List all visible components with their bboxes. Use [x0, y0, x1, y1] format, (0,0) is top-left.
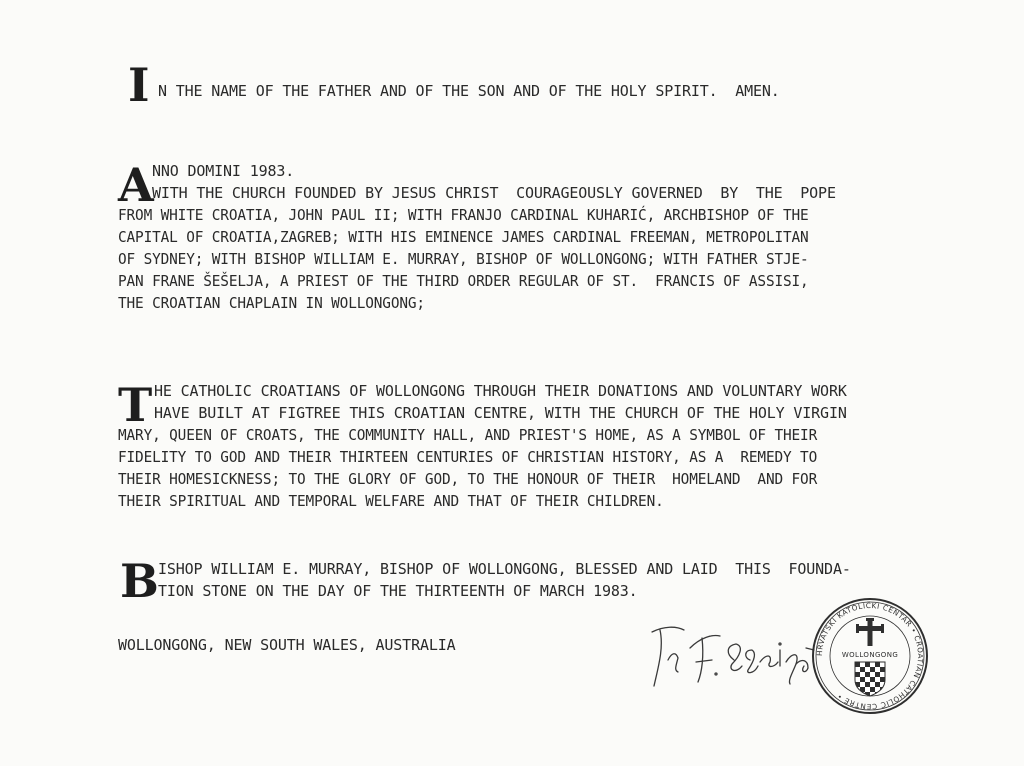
shield-check: [870, 667, 875, 672]
invocation-dropcap: I: [128, 58, 150, 112]
anno-dropcap: A: [118, 158, 154, 212]
signature-image: [646, 608, 822, 698]
croatian-checkerboard-shield: [855, 662, 885, 697]
shield-check: [870, 677, 875, 682]
blessing-dropcap: B: [120, 554, 159, 608]
catholics-body: [118, 424, 846, 512]
shield-check: [855, 662, 860, 667]
shield-check: [865, 672, 870, 677]
anno-line: OF SYDNEY; WITH BISHOP WILLIAM E. MURRAY, BISHOP OF WOLLONGONG; WITH FATHER STJE-: [118, 250, 809, 268]
shield-check: [860, 667, 865, 672]
shield-check: [855, 672, 860, 677]
shield-check: [860, 677, 865, 682]
place-line: WOLLONGONG, NEW SOUTH WALES, AUSTRALIA: [118, 636, 456, 654]
catholics-line: MARY, QUEEN OF CROATS, THE COMMUNITY HALL, AND PRIEST'S HOME, AS A SYMBOL OF THEIR: [118, 426, 818, 444]
anno-body: [118, 204, 837, 314]
shield-check: [865, 682, 870, 687]
anno-line: PAN FRANE ŠEŠELJA, A PRIEST OF THE THIRD ORDER REGULAR OF ST. FRANCIS OF ASSISI,: [118, 272, 809, 290]
shield-check: [880, 667, 885, 672]
anno-line: NNO DOMINI 1983.: [152, 162, 295, 180]
invocation-text: N THE NAME OF THE FATHER AND OF THE SON AND OF THE HOLY SPIRIT. AMEN.: [158, 82, 780, 100]
catholics-line: THEIR SPIRITUAL AND TEMPORAL WELFARE AND THAT OF THEIR CHILDREN.: [118, 492, 664, 510]
catholics-line: FIDELITY TO GOD AND THEIR THIRTEEN CENTURIES OF CHRISTIAN HISTORY, AS A REMEDY TO: [118, 448, 818, 466]
catholics-line: HE CATHOLIC CROATIANS OF WOLLONGONG THROUGH THEIR DONATIONS AND VOLUNTARY WORK: [154, 382, 847, 400]
anno-line: CAPITAL OF CROATIA,ZAGREB; WITH HIS EMINENCE JAMES CARDINAL FREEMAN, METROPOLITAN: [118, 228, 809, 246]
anno-line: THE CROATIAN CHAPLAIN IN WOLLONGONG;: [118, 294, 425, 312]
invocation-paragraph: [118, 58, 938, 112]
seal-stamp: [810, 596, 930, 716]
shield-check: [875, 672, 880, 677]
anno-line: WITH THE CHURCH FOUNDED BY JESUS CHRIST COURAGEOUSLY GOVERNED BY THE POPE: [152, 184, 836, 202]
seal-center-text: WOLLONGONG: [841, 651, 899, 659]
blessing-line: ISHOP WILLIAM E. MURRAY, BISHOP OF WOLLONGONG, BLESSED AND LAID THIS FOUNDA-: [158, 560, 851, 578]
catholics-line: THEIR HOMESICKNESS; TO THE GLORY OF GOD, TO THE HONOUR OF THEIR HOMELAND AND FOR: [118, 470, 818, 488]
anno-line: FROM WHITE CROATIA, JOHN PAUL II; WITH FRANJO CARDINAL KUHARIĆ, ARCHBISHOP OF THE: [118, 206, 809, 224]
catholics-line: HAVE BUILT AT FIGTREE THIS CROATIAN CENTRE, WITH THE CHURCH OF THE HOLY VIRGIN: [154, 404, 847, 422]
shield-check: [875, 662, 880, 667]
seal-ring-text: HRVATSKI KATOLIČKI CENTAR • CROATIAN CATHOLIC CENTRE •: [814, 600, 926, 712]
shield-check: [870, 687, 875, 692]
shield-check: [865, 662, 870, 667]
shield-check: [880, 677, 885, 682]
blessing-line: TION STONE ON THE DAY OF THE THIRTEENTH OF MARCH 1983.: [158, 582, 638, 600]
catholics-dropcap: T: [118, 378, 153, 432]
shield-check: [875, 682, 880, 687]
